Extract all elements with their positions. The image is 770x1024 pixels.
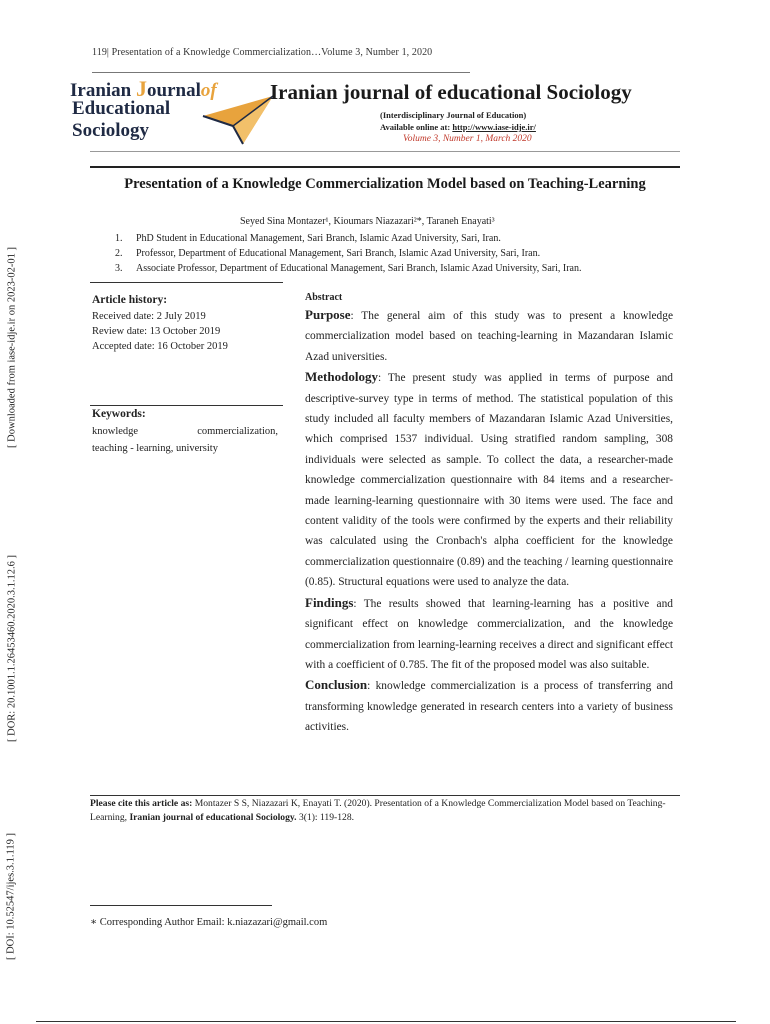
- logo-text-1b: J: [136, 76, 147, 101]
- affiliation-text: Associate Professor, Department of Educational Management, Sari Branch, Islamic Azad University, Sari, Iran.: [136, 263, 582, 274]
- side-note-dor: [ DOR: 20.1001.1.26453460.2020.3.1.12.6 ]: [6, 555, 18, 742]
- keywords-top-rule: [90, 405, 283, 406]
- conclusion-text: : knowledge commercialization is a process of transferring and transforming knowledge generated in research centers into a variety of business activities.: [305, 680, 673, 734]
- journal-title: Iranian journal of educational Sociology: [270, 80, 632, 104]
- page-bottom-rule: [36, 1021, 736, 1022]
- affiliation-number: 1.: [115, 233, 123, 244]
- logo-text-3: Sociology: [72, 120, 150, 141]
- keywords-line-1: [92, 426, 278, 437]
- citation-journal: Iranian journal of educational Sociology.: [129, 812, 297, 823]
- paper-title: Presentation of a Knowledge Commercialization Model based on Teaching-Learning: [124, 176, 646, 192]
- paper-authors: Seyed Sina Montazer¹, Kioumars Niazazari²*, Taraneh Enayati³: [240, 216, 495, 227]
- header-rule-1: [90, 151, 680, 152]
- citation-block: [90, 797, 682, 825]
- history-top-rule: [90, 282, 283, 283]
- received-date: Received date: 2 July 2019: [92, 311, 206, 322]
- keyword-word: commercialization,: [197, 426, 278, 437]
- logo-text-1d: of: [200, 80, 217, 101]
- methodology-text: : The present study was applied in terms of purpose and descriptive-survey type in terms of method. The statistical population of this study included all faculty members of Mazandaran Islamic Azad Universities, which comprised 1537 individual. Using stratified random sampling, 308 individuals were selected as sample. To collect the data, a researcher-made knowledge commercialization questionnaire with 84 items and a researcher-made learning-learning questionnaire with 30 items were used. The face and content validity of the tools were confirmed by the experts and their reliability was calculated using the Cronbach's alpha coefficient for the knowledge commercialization questionnaire (0.89) and the teaching / learning questionnaire (0.85). Structural equations were used to analyze the data.: [305, 372, 673, 589]
- findings-label: Findings: [305, 594, 354, 610]
- keywords-line-2: teaching - learning, university: [92, 443, 218, 454]
- footnote-rule: [90, 905, 272, 906]
- accepted-date: Accepted date: 16 October 2019: [92, 341, 228, 352]
- keywords-heading: Keywords:: [92, 408, 146, 420]
- affiliation-item: [115, 233, 501, 244]
- citation-text: Montazer S S, Niazazari K, Enayati T. (2020). Presentation of a Knowledge Commercialization Model based on Teaching-Learning,: [90, 798, 666, 823]
- journal-website-link[interactable]: http://www.iase-idje.ir/: [452, 122, 536, 132]
- side-note-doi: [ DOI: 10.52547/ijes.3.1.119 ]: [5, 832, 17, 961]
- affiliation-item: [115, 248, 540, 259]
- affiliation-text: PhD Student in Educational Management, Sari Branch, Islamic Azad University, Sari, Iran.: [136, 233, 501, 244]
- keyword-word: knowledge: [92, 426, 139, 437]
- abstract-body: [305, 305, 673, 738]
- journal-availability: [380, 122, 536, 132]
- citation-top-rule: [90, 795, 680, 796]
- conclusion-label: Conclusion: [305, 677, 368, 693]
- journal-subtitle: (Interdisciplinary Journal of Education): [380, 110, 527, 120]
- methodology-label: Methodology: [305, 369, 378, 385]
- citation-label: Please cite this article as:: [90, 798, 193, 809]
- logo-text-2: Educational: [72, 98, 171, 119]
- article-history-heading: Article history:: [92, 294, 168, 306]
- running-head: 119| Presentation of a Knowledge Commercialization…Volume 3, Number 1, 2020: [92, 47, 433, 58]
- affiliation-number: 3.: [115, 263, 123, 274]
- affiliation-text: Professor, Department of Educational Management, Sari Branch, Islamic Azad University, Sari, Iran.: [136, 248, 541, 259]
- running-head-rule: [92, 72, 470, 73]
- citation-pages: 3(1): 119-128.: [296, 812, 355, 823]
- pen-logo-icon: [198, 94, 278, 149]
- review-date: Review date: 13 October 2019: [92, 326, 221, 337]
- availability-prefix: Available online at:: [380, 122, 453, 132]
- abstract-methodology: [305, 367, 673, 592]
- journal-volume: Volume 3, Number 1, March 2020: [403, 134, 532, 144]
- logo-text-1c: ournal: [147, 80, 201, 101]
- abstract-heading: Abstract: [305, 292, 343, 303]
- side-note-downloaded: [ Downloaded from iase-idje.ir on 2023-02-01 ]: [6, 247, 18, 448]
- purpose-label: Purpose: [305, 307, 351, 322]
- findings-text: : The results showed that learning-learning has a positive and significant effect on knowledge commercialization, and the knowledge commercialization from learning-learning receives a direct and significant effect with a coefficient of 0.785. The fit of the proposed model was also suitable.: [305, 597, 673, 671]
- corresponding-author-footnote: ∗ Corresponding Author Email: k.niazazari@gmail.com: [90, 917, 328, 928]
- abstract-purpose: [305, 305, 673, 367]
- logo-text-1a: Iranian: [70, 80, 136, 101]
- affiliation-number: 2.: [115, 248, 123, 259]
- abstract-conclusion: [305, 675, 673, 737]
- header-rule-2: [90, 166, 680, 168]
- journal-logo: [70, 76, 280, 146]
- affiliation-item: [115, 263, 581, 274]
- purpose-text: : The general aim of this study was to present a knowledge commercialization model based on teaching-learning in Mazandaran Islamic Azad universities.: [305, 310, 673, 363]
- abstract-findings: [305, 593, 673, 676]
